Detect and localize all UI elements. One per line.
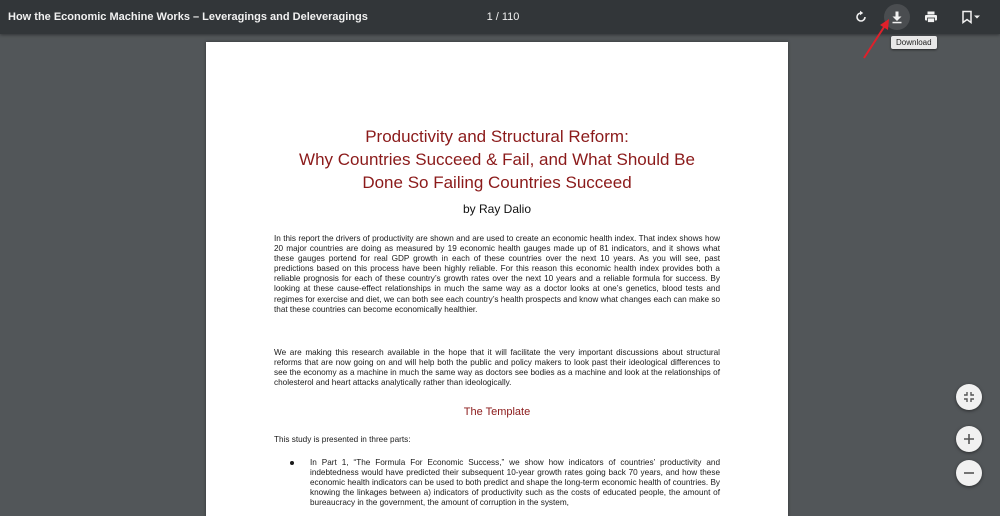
title-line-3: Done So Failing Countries Succeed bbox=[362, 173, 632, 192]
title-line-2: Why Countries Succeed & Fail, and What Should Be bbox=[299, 150, 695, 169]
parts-intro: This study is presented in three parts: bbox=[274, 435, 411, 444]
minus-icon bbox=[963, 467, 975, 479]
zoom-in-button[interactable] bbox=[956, 426, 982, 452]
author-byline: by Ray Dalio bbox=[462, 202, 532, 216]
pdf-toolbar bbox=[0, 0, 1000, 34]
print-button[interactable] bbox=[918, 4, 944, 30]
page-title bbox=[206, 125, 788, 194]
bookmark-menu-button[interactable] bbox=[970, 4, 984, 30]
bullet-icon bbox=[290, 461, 294, 465]
fit-to-page-icon bbox=[963, 391, 975, 403]
document-title: How the Economic Machine Works – Leveragings and Deleveragings bbox=[8, 11, 368, 23]
annotation-arrow-icon bbox=[858, 16, 894, 62]
bullet-text: In Part 1, “The Formula For Economic Success,” we show how indicators of countries’ productivity and indebtedness would have predicted their subsequent 10-year growth rates going back 70 years, and how these economic health indicators can be used to both predict and shape the long-term economic health of countries. By knowing the linkages between a) indicators of productivity such as the costs of educated people, the amount of bureaucracy in the government, the amount of corruption in the system, bbox=[310, 458, 720, 508]
download-tooltip: Download bbox=[891, 36, 937, 49]
title-line-1: Productivity and Structural Reform: bbox=[365, 127, 629, 146]
zoom-out-button[interactable] bbox=[956, 460, 982, 486]
plus-icon bbox=[963, 433, 975, 445]
document-viewer[interactable] bbox=[0, 34, 1000, 516]
intro-paragraph: In this report the drivers of productivity are shown and are used to create an economic health index. That index shows how 20 major countries are doing as measured by 19 economic health gauges made up of 81 indicators, and it shows what these gauges portend for real GDP growth in each of these countries over the next 10 years. As you will see, past predictions based on this process have been highly reliable. For this reason this economic health index provides both a reliable prognosis for each of these country’s growth rates over the next 10 years and a reliable formula for success. By looking at these cause-effect relationships in much the same way as a doctor looks at one’s genetics, blood tests and regimes for exercise and diet, we can both see each country’s health prospects and know what changes each can make so that these countries can become economically healthier. bbox=[274, 234, 720, 314]
fit-to-page-button[interactable] bbox=[956, 384, 982, 410]
chevron-down-icon bbox=[973, 14, 981, 20]
pdf-page bbox=[206, 42, 788, 516]
section-heading: The Template bbox=[463, 406, 531, 418]
page-indicator[interactable]: 1 / 110 bbox=[486, 11, 520, 23]
print-icon bbox=[924, 10, 938, 24]
research-paragraph: We are making this research available in the hope that it will facilitate the very important discussions about structural reforms that are now going on and will help both the public and policy makers to look past their ideological differences to see the economy as a machine in much the same way as doctors see bodies as a machine and look at the relationships of cholesterol and heart attacks analytically rather than ideologically. bbox=[274, 348, 720, 388]
